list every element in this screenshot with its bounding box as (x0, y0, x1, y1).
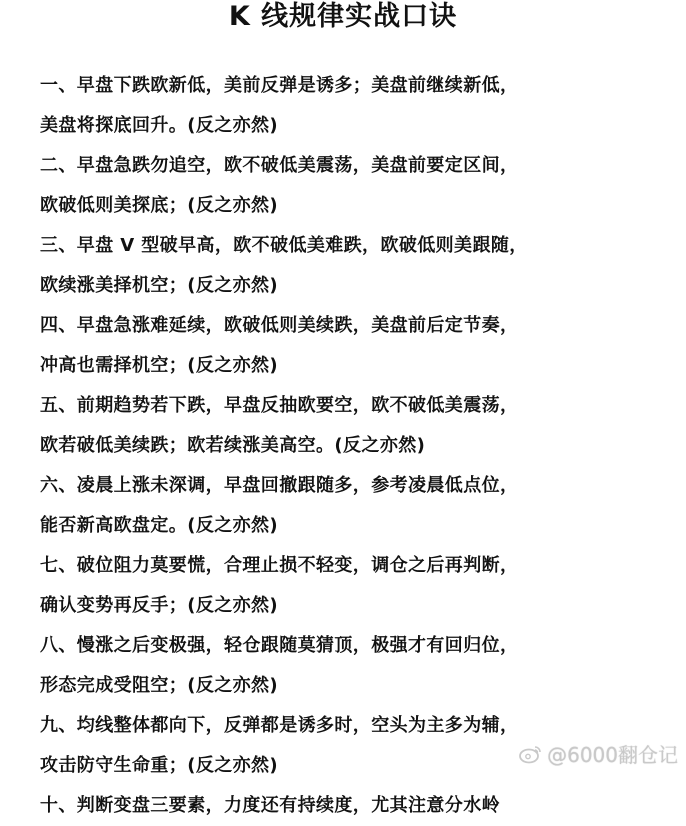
rule-line: 四、早盘急涨难延续，欧破低则美续跌，美盘前后定节奏， (40, 315, 519, 336)
rule-line: 三、早盘 V 型破早高，欧不破低美难跌，欧破低则美跟随， (40, 235, 528, 256)
page-title: K 线规律实战口诀 (228, 1, 458, 32)
rule-item (40, 146, 660, 226)
rule-line: 美盘将探底回升。(反之亦然) (40, 115, 279, 136)
rule-line: 一、早盘下跌欧新低，美前反弹是诱多；美盘前继续新低， (40, 75, 519, 96)
rule-line: 五、前期趋势若下跌，早盘反抽欧要空，欧不破低美震荡， (40, 395, 519, 416)
rule-item (40, 66, 660, 146)
rule-item (40, 386, 660, 466)
rule-line-cut-off: 十、判断变盘三要素，力度还有持续度，尤其注意分水岭 (40, 795, 500, 816)
rule-line: 冲高也需择机空；(反之亦然) (40, 355, 279, 376)
rule-item (40, 466, 660, 546)
rule-line: 七、破位阻力莫要慌，合理止损不轻变，调仓之后再判断， (40, 555, 519, 576)
weibo-logo-icon (519, 744, 543, 764)
rule-line: 欧若破低美续跌；欧若续涨美高空。(反之亦然) (40, 435, 426, 456)
rule-line: 八、慢涨之后变极强，轻仓跟随莫猜顶，极强才有回归位， (40, 635, 519, 656)
watermark (519, 739, 678, 768)
rule-item (40, 226, 660, 306)
rule-item (40, 546, 660, 626)
rule-line: 二、早盘急跌勿追空，欧不破低美震荡，美盘前要定区间， (40, 155, 519, 176)
rule-item (40, 306, 660, 386)
rule-item-partial (40, 786, 660, 826)
rule-line: 攻击防守生命重；(反之亦然) (40, 755, 279, 776)
rule-line: 欧续涨美择机空；(反之亦然) (40, 275, 279, 296)
rule-item (40, 626, 660, 706)
rule-line: 能否新高欧盘定。(反之亦然) (40, 515, 279, 536)
rule-line: 欧破低则美探底；(反之亦然) (40, 195, 279, 216)
rule-line: 九、均线整体都向下，反弹都是诱多时，空头为主多为辅， (40, 715, 519, 736)
rules-list (40, 66, 660, 826)
watermark-text: @6000翻仓记 (547, 743, 678, 767)
rule-line: 六、凌晨上涨未深调，早盘回撤跟随多，参考凌晨低点位， (40, 475, 519, 496)
rule-line: 形态完成受阻空；(反之亦然) (40, 675, 279, 696)
rule-line: 确认变势再反手；(反之亦然) (40, 595, 279, 616)
